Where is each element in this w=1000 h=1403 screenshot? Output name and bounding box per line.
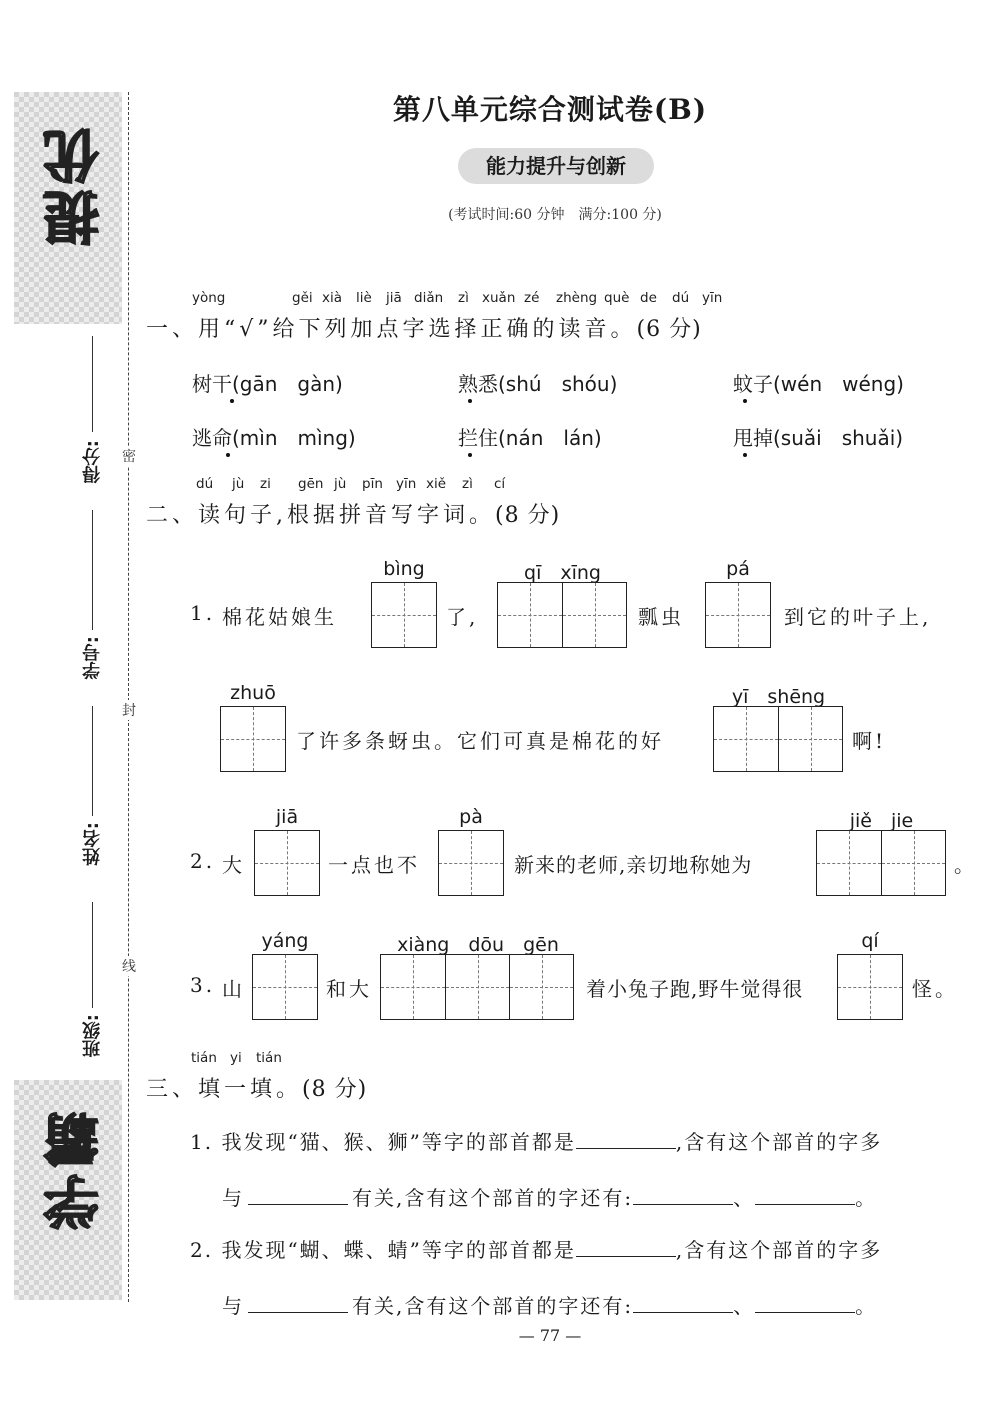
question-text: 。 [855,1186,878,1210]
section-heading-text: 用“√”给下列加点字选择正确的读音。 [198,317,637,342]
word-char: 逃 [192,426,212,450]
word-char: 住 [478,426,498,450]
section-number: 一、 [146,317,199,342]
heading-pinyin: yòng [192,290,226,306]
pinyin-prompt: yáng [261,930,309,952]
writing-grid[interactable] [371,582,437,648]
seal-char-xian: 线 [122,956,136,976]
question-text: 有关,含有这个部首的字还有: [352,1294,634,1318]
heading-pinyin: zì [458,290,469,306]
word-char-dotted: 甩 [733,426,753,450]
section-score: (6 分) [636,317,702,342]
emphasis-dot [468,453,472,457]
answer-blank[interactable] [576,1236,676,1257]
top-badge-text: 提优 [43,122,108,246]
word-char-dotted: 干 [212,372,232,396]
heading-pinyin: dú [672,290,690,306]
pinyin-prompt: bìng [383,558,425,580]
pinyin-prompt: zhuō [230,682,276,704]
emphasis-dot [743,453,747,457]
sentence-text: 新来的老师,亲切地称她为 [514,853,753,877]
heading-pinyin: què [604,290,630,306]
answer-blank[interactable] [248,1184,348,1205]
question-number: 1. [190,601,216,625]
pinyin-prompt: yī shēng [731,686,826,708]
question-number: 1. [190,1130,214,1154]
question-text: 、 [733,1186,756,1210]
sentence-text: 和大 [326,977,372,1001]
section-3-heading [146,1072,367,1103]
pinyin-prompt: qí [861,930,879,952]
question-text: 与 [222,1294,244,1318]
question-text: ,含有这个部首的字多 [675,1238,883,1262]
pinyin-prompt: jiě jie [849,810,914,832]
heading-pinyin: yi [230,1050,242,1066]
pinyin-options[interactable]: (suǎi shuǎi) [773,426,904,450]
heading-pinyin: xuǎn [482,290,516,306]
heading-pinyin: gēn [298,476,324,492]
writing-grid[interactable] [380,954,574,1020]
question-text: 。 [855,1294,878,1318]
seal-char-mi: 密 [122,446,136,466]
section-score: (8 分) [495,503,561,528]
question-number: 2. [190,1238,214,1262]
word-item [192,368,343,397]
page-number: — 77 — [518,1326,582,1345]
emphasis-dot [468,399,472,403]
heading-pinyin: yīn [702,290,723,306]
word-char: 子 [753,372,773,396]
seal-char-feng: 封 [122,700,136,720]
word-item [733,368,904,397]
field-line [92,706,93,816]
question-text: 与 [222,1186,244,1210]
heading-pinyin: zì [462,476,473,492]
answer-blank[interactable] [576,1128,676,1149]
question-text: ,含有这个部首的字多 [675,1130,883,1154]
exam-info: (考试时间:60 分钟 满分:100 分) [448,207,662,223]
word-item [192,422,356,451]
answer-blank[interactable] [633,1184,733,1205]
heading-pinyin: yīn [396,476,417,492]
pinyin-options[interactable]: (wén wéng) [773,372,904,396]
heading-pinyin: zhèng [556,290,598,306]
word-item [733,422,903,451]
writing-grid[interactable] [713,706,843,772]
pinyin-options[interactable]: (shú shóu) [498,372,618,396]
word-char-dotted: 命 [212,426,232,450]
writing-grid[interactable] [220,706,286,772]
sentence-text: 山 [222,977,245,1001]
writing-grid[interactable] [254,830,320,896]
sentence-text: 。 [954,853,977,877]
question-text: 、 [733,1294,756,1318]
section-number: 三、 [146,1077,199,1102]
field-line [92,902,93,1008]
word-item [458,422,602,451]
writing-grid[interactable] [497,582,627,648]
sentence-text: 啊! [852,729,887,753]
heading-pinyin: xiě [426,476,447,492]
score-label: 得分: [82,440,103,484]
section-heading-text: 读句子,根据拼音写字词。 [198,503,496,528]
student-id-label: 学号: [82,636,103,680]
heading-pinyin: gěi [292,290,313,306]
fill-question [222,1182,877,1211]
fill-question [190,1234,882,1263]
heading-pinyin: tián [256,1050,282,1066]
pinyin-prompt: pà [459,806,483,828]
heading-pinyin: zi [260,476,271,492]
answer-blank[interactable] [248,1292,348,1313]
section-heading-text: 填一填。 [198,1077,303,1102]
sentence-text: 着小兔子跑,野牛觉得很 [586,977,804,1001]
word-char: 掉 [753,426,773,450]
sentence-text: 怪。 [912,977,958,1001]
fill-question [190,1126,882,1155]
writing-grid[interactable] [837,954,903,1020]
emphasis-dot [226,453,230,457]
heading-pinyin: de [640,290,657,306]
heading-pinyin: liè [356,290,372,306]
page-title: 第八单元综合测试卷(B) [392,93,708,126]
heading-pinyin: diǎn [414,290,444,306]
writing-grid[interactable] [816,830,946,896]
heading-pinyin: xià [322,290,343,306]
bottom-badge-panel [14,1080,122,1300]
heading-pinyin: jù [232,476,245,492]
writing-grid[interactable] [705,582,771,648]
emphasis-dot [743,399,747,403]
fill-question [222,1290,877,1319]
subtitle-badge: 能力提升与创新 [458,148,654,184]
field-line [92,510,93,630]
sentence-text: 一点也不 [328,853,420,877]
question-text: 我发现“猫、猴、狮”等字的部首都是 [221,1130,576,1154]
word-item [458,368,617,397]
sentence-text: 了, [446,605,479,629]
heading-pinyin: cí [494,476,506,492]
writing-grid[interactable] [252,954,318,1020]
heading-pinyin: zé [524,290,540,306]
section-1-heading [146,312,702,343]
sentence-text: 到它的叶子上, [784,605,932,629]
name-label: 姓名: [82,822,103,866]
section-2-heading [146,498,560,529]
word-char: 悉 [478,372,498,396]
section-number: 二、 [146,503,199,528]
sentence-text: 棉花姑娘生 [222,605,337,629]
answer-blank[interactable] [755,1292,855,1313]
heading-pinyin: jiā [386,290,402,306]
answer-blank[interactable] [633,1292,733,1313]
pinyin-prompt: jiā [275,806,299,828]
sentence-text: 了许多条蚜虫。它们可真是棉花的好 [296,729,664,753]
heading-pinyin: pīn [362,476,383,492]
pinyin-prompt: qī xīng [524,562,601,584]
field-line [92,336,93,432]
section-score: (8 分) [302,1077,368,1102]
heading-pinyin: dú [196,476,214,492]
word-char-dotted: 蚊 [733,372,753,396]
heading-pinyin: jù [334,476,347,492]
question-text: 我发现“蝴、蝶、蜻”等字的部首都是 [221,1238,576,1262]
pinyin-prompt: pá [726,558,750,580]
pinyin-options[interactable]: (gān gàn) [232,372,343,396]
question-number: 2. [190,849,216,873]
question-text: 有关,含有这个部首的字还有: [352,1186,634,1210]
sentence-text: 瓢虫 [638,605,684,629]
word-char-dotted: 熟 [458,372,478,396]
question-number: 3. [190,973,216,997]
writing-grid[interactable] [438,830,504,896]
answer-blank[interactable] [755,1184,855,1205]
binding-dashed-line [128,92,129,1302]
word-char: 树 [192,372,212,396]
pinyin-options[interactable]: (mìn mìng) [232,426,356,450]
heading-pinyin: tián [191,1050,217,1066]
pinyin-prompt: xiàng dōu gēn [397,934,559,956]
bottom-badge-text: 学霸 [43,1106,108,1230]
class-label: 班级: [82,1014,103,1058]
sentence-text: 大 [222,853,245,877]
emphasis-dot [230,399,234,403]
word-char-dotted: 拦 [458,426,478,450]
pinyin-options[interactable]: (nán lán) [498,426,602,450]
